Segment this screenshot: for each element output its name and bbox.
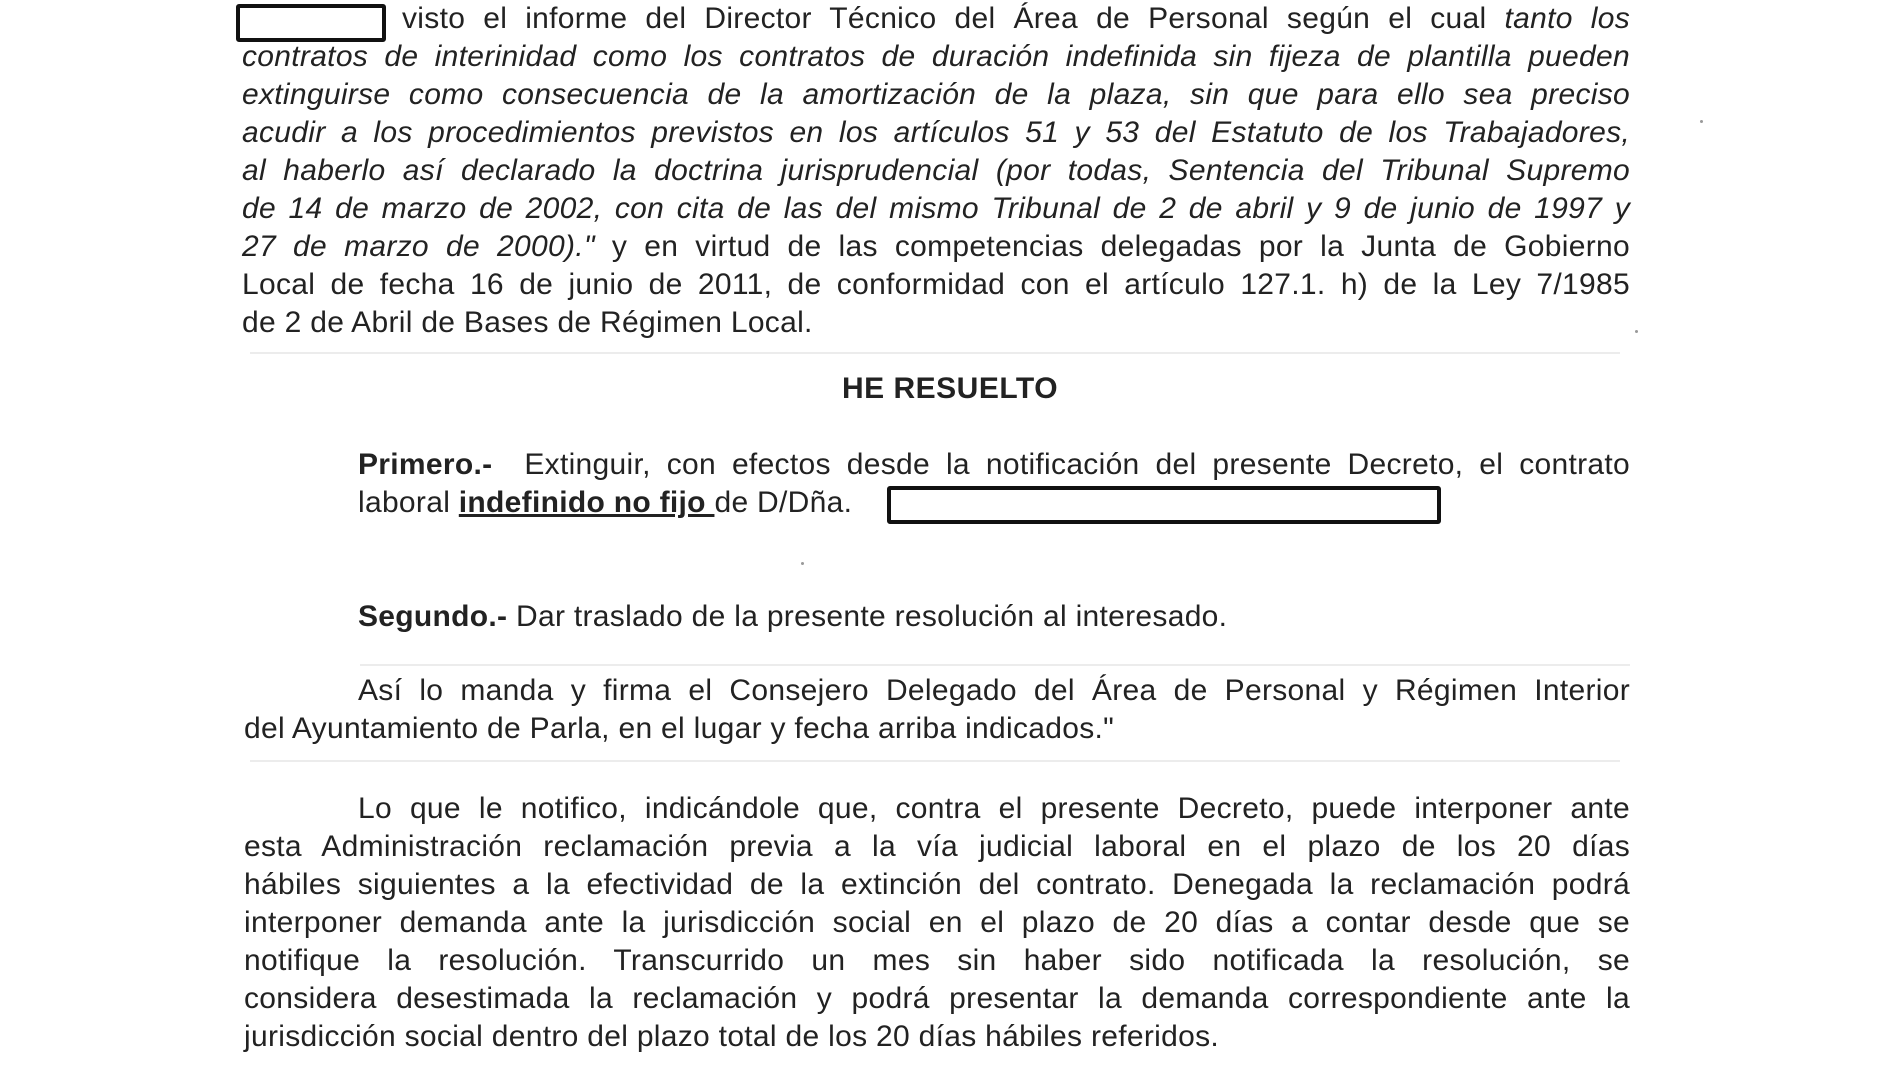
scan-speck: [801, 562, 804, 565]
para1-line-9: de 2 de Abril de Bases de Régimen Local.: [242, 306, 813, 339]
primero-label: Primero.-: [358, 448, 493, 481]
asi-line-1: [244, 672, 1630, 710]
notifico-line-2: esta Administración reclamación previa a la vía judicial laboral en el plazo de los 20 días: [244, 830, 1630, 863]
asi-line-2: del Ayuntamiento de Parla, en el lugar y fecha arriba indicados.": [244, 712, 1115, 745]
segundo-text: Dar traslado de la presente resolución al interesado.: [507, 600, 1228, 633]
para1-line-4: acudir a los procedimientos previstos en los artículos 51 y 53 del Estatuto de los Trabajadores,: [242, 116, 1630, 149]
scan-artifact-line: [250, 352, 1620, 354]
notifico-line-1: [244, 790, 1630, 828]
primero-line-2-b: de D/Dña.: [714, 486, 853, 519]
scan-speck: [1635, 330, 1638, 333]
para1-line-5: al haberlo así declarado la doctrina jurisprudencial (por todas, Sentencia del Tribunal Supremo: [242, 154, 1630, 187]
notifico-line-6: considera desestimada la reclamación y podrá presentar la demanda correspondiente ante la: [244, 982, 1630, 1015]
para1-line-3: extinguirse como consecuencia de la amortización de la plaza, sin que para ello sea preciso: [242, 78, 1630, 111]
segundo-line: [358, 598, 1630, 636]
primero-line-2-a: laboral: [358, 486, 459, 519]
paragraph-segundo: [358, 598, 1630, 636]
primero-line-1: [358, 446, 1630, 484]
scan-artifact-line: [360, 664, 1630, 666]
scan-artifact-line: [250, 760, 1620, 762]
segundo-label: Segundo.-: [358, 600, 508, 633]
resolution-heading: HE RESUELTO: [841, 372, 1059, 405]
para1-line-7-italic: 27 de marzo de 2000).": [242, 230, 595, 263]
primero-line-1-text: Extinguir, con efectos desde la notificación del presente Decreto, el contrato: [524, 448, 1630, 481]
para1-line-1-normal: visto el informe del Director Técnico del Área de Personal según el cual: [402, 2, 1505, 35]
para1-line-6: de 14 de marzo de 2002, con cita de las del mismo Tribunal de 2 de abril y 9 de junio de 1997 y: [242, 192, 1630, 225]
paragraph-notificacion: [244, 790, 1630, 1056]
paragraph-visto-informe: [242, 0, 1630, 342]
notifico-line-3: hábiles siguientes a la efectividad de la extinción del contrato. Denegada la reclamación podrá: [244, 868, 1630, 901]
redacted-name-box-primero: [887, 486, 1441, 524]
paragraph-asi-lo-manda: [244, 672, 1630, 748]
notifico-line-5: notifique la resolución. Transcurrido un mes sin haber sido notificada la resolución, se: [244, 944, 1630, 977]
notifico-line-1-text: Lo que le notifico, indicándole que, contra el presente Decreto, puede interponer ante: [358, 792, 1630, 825]
primero-underlined-text: indefinido no fijo: [458, 486, 715, 519]
para1-line-2: contratos de interinidad como los contratos de duración indefinida sin fijeza de plantilla pueden: [242, 40, 1630, 73]
scan-speck: [1700, 120, 1703, 123]
asi-line-1-text: Así lo manda y firma el Consejero Delegado del Área de Personal y Régimen Interior: [358, 674, 1630, 707]
para1-line-8: Local de fecha 16 de junio de 2011, de conformidad con el artículo 127.1. h) de la Ley 7/1985: [242, 268, 1630, 301]
para1-line-7-normal: y en virtud de las competencias delegadas por la Junta de Gobierno: [594, 230, 1630, 263]
notifico-line-7: jurisdicción social dentro del plazo total de los 20 días hábiles referidos.: [244, 1020, 1220, 1053]
para1-line-1: [242, 0, 1630, 38]
para1-line-7: [242, 228, 1630, 266]
notifico-line-4: interponer demanda ante la jurisdicción social en el plazo de 20 días a contar desde que se: [244, 906, 1630, 939]
para1-line-1-italic: tanto los: [1504, 2, 1631, 35]
